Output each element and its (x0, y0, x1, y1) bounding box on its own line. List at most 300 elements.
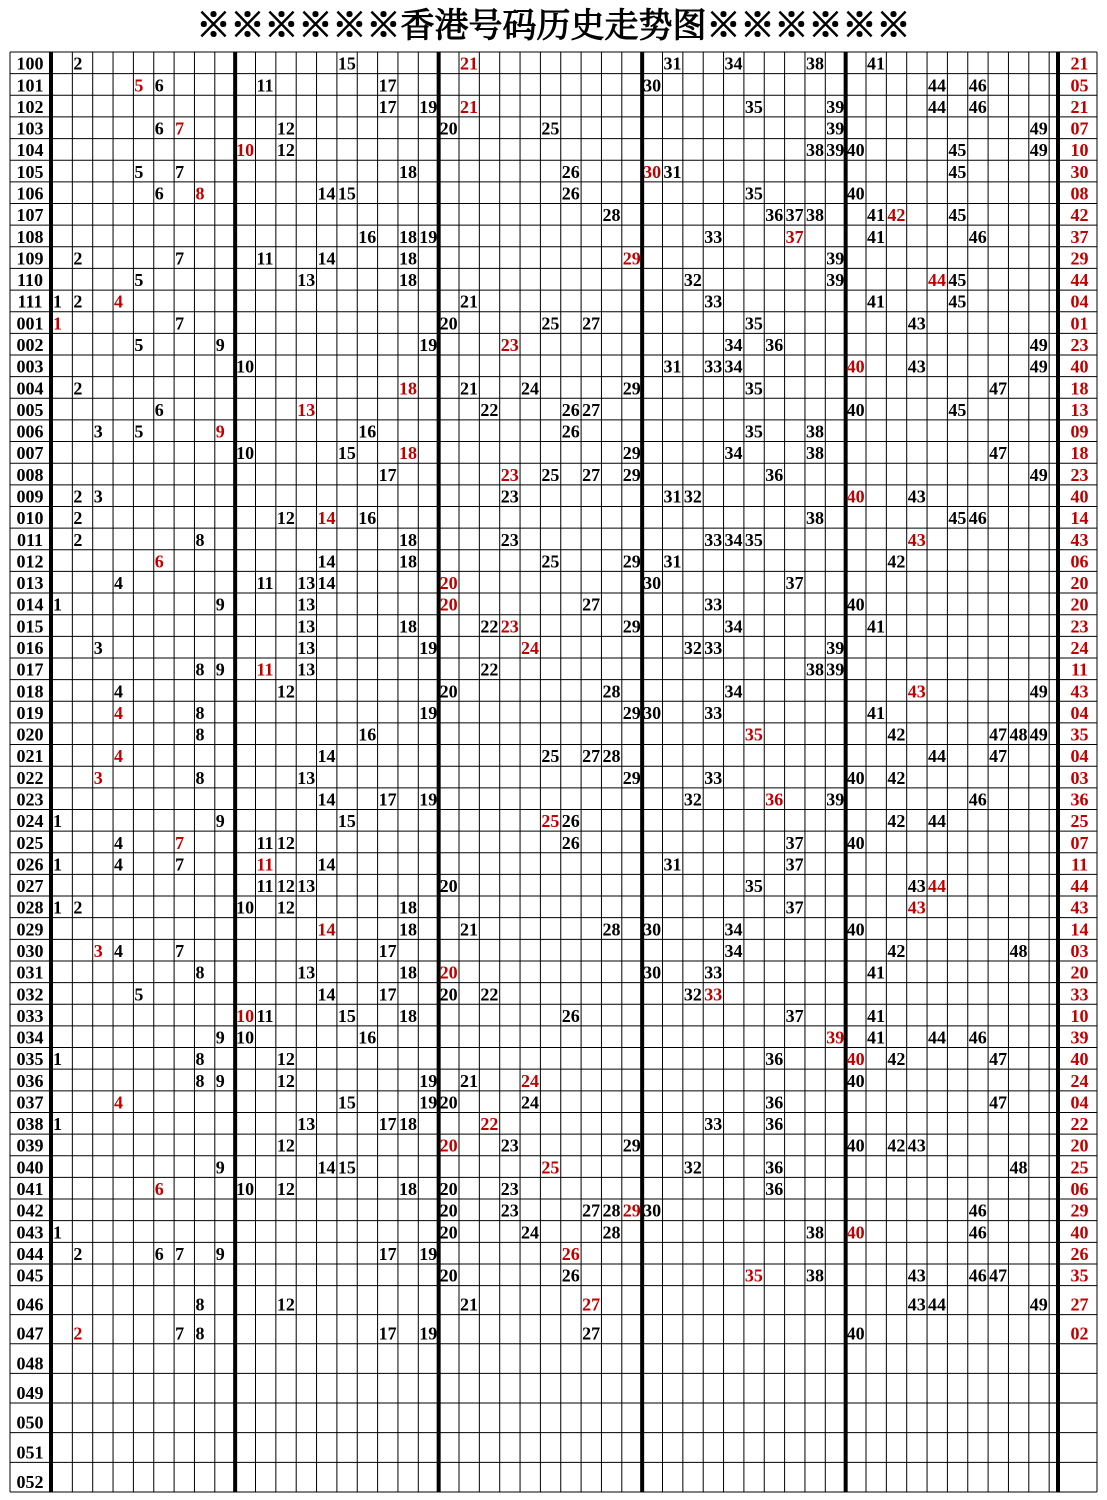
period-label: 025 (16, 832, 44, 853)
drawn-number: 13 (297, 876, 316, 897)
drawn-number: 20 (439, 313, 458, 334)
table-row (17, 54, 1089, 74)
drawn-number: 44 (928, 1294, 947, 1315)
drawn-number: 45 (948, 270, 967, 291)
drawn-number: 34 (724, 356, 743, 377)
drawn-number: 20 (439, 1222, 458, 1243)
drawn-number: 33 (704, 767, 723, 788)
drawn-number: 44 (928, 746, 947, 767)
drawn-number: 38 (805, 53, 824, 74)
drawn-number: 37 (785, 854, 804, 875)
drawn-number: 39 (826, 96, 845, 117)
drawn-number: 40 (846, 1070, 865, 1091)
drawn-number: 7 (175, 161, 185, 182)
drawn-number: 30 (643, 573, 662, 594)
drawn-number: 36 (765, 1092, 784, 1113)
table-row (17, 140, 1089, 160)
drawn-number: 33 (704, 226, 723, 247)
special-number: 4 (114, 702, 124, 723)
drawn-number: 10 (236, 1179, 255, 1200)
special-number: 23 (500, 616, 519, 637)
special-number-column: 33 (1070, 984, 1089, 1005)
special-number-column: 29 (1070, 1200, 1089, 1221)
table-row (17, 183, 1089, 203)
period-label: 022 (16, 767, 44, 788)
drawn-number: 39 (826, 270, 845, 291)
special-number-column: 02 (1070, 1323, 1089, 1344)
drawn-number: 27 (582, 1200, 601, 1221)
drawn-number: 18 (398, 962, 417, 983)
table-row (17, 1295, 1089, 1315)
drawn-number: 40 (846, 140, 865, 161)
drawn-number: 20 (439, 876, 458, 897)
period-label: 017 (16, 659, 44, 680)
special-number: 44 (928, 270, 947, 291)
special-number-column: 42 (1070, 205, 1089, 226)
special-number-column: 23 (1070, 464, 1089, 485)
drawn-number: 34 (724, 334, 743, 355)
drawn-number: 2 (73, 378, 83, 399)
special-number-column: 04 (1070, 1092, 1089, 1113)
drawn-number: 24 (521, 1222, 540, 1243)
drawn-number: 7 (175, 313, 185, 334)
table-row (17, 119, 1089, 139)
drawn-number: 46 (968, 1027, 987, 1048)
drawn-number: 42 (887, 724, 906, 745)
table-row (17, 422, 1089, 442)
drawn-number: 46 (968, 789, 987, 810)
drawn-number: 35 (744, 378, 763, 399)
special-number: 40 (846, 1049, 865, 1070)
drawn-number: 39 (826, 248, 845, 269)
drawn-number: 40 (846, 1323, 865, 1344)
drawn-number: 12 (276, 832, 295, 853)
drawn-number: 41 (867, 53, 885, 74)
table-row (17, 963, 1089, 983)
drawn-number: 36 (765, 1179, 784, 1200)
drawn-number: 28 (602, 919, 621, 940)
drawn-number: 27 (582, 313, 601, 334)
drawn-number: 29 (622, 464, 641, 485)
special-number: 30 (643, 161, 662, 182)
drawn-number: 44 (928, 75, 947, 96)
special-number: 25 (541, 811, 560, 832)
table-row (17, 400, 1089, 420)
drawn-number: 27 (582, 594, 601, 615)
drawn-number: 9 (215, 1157, 225, 1178)
drawn-number: 8 (195, 1323, 205, 1344)
drawn-number: 31 (663, 551, 682, 572)
drawn-number: 16 (358, 724, 377, 745)
drawn-number: 21 (460, 1070, 478, 1091)
special-number: 27 (582, 1294, 601, 1315)
drawn-number: 18 (398, 270, 417, 291)
drawn-number: 39 (826, 659, 845, 680)
drawn-number: 8 (195, 659, 205, 680)
drawn-number: 38 (805, 443, 824, 464)
period-label: 012 (16, 551, 44, 572)
table-row (17, 919, 1089, 939)
drawn-number: 17 (378, 1323, 397, 1344)
period-label: 016 (16, 637, 44, 658)
drawn-number: 38 (805, 140, 824, 161)
drawn-number: 34 (724, 443, 743, 464)
special-number-column: 40 (1070, 356, 1089, 377)
drawn-number: 46 (968, 75, 987, 96)
table-row (17, 1071, 1089, 1091)
drawn-number: 40 (846, 594, 865, 615)
period-label: 048 (16, 1353, 44, 1374)
special-number: 18 (398, 443, 417, 464)
drawn-number: 12 (276, 1179, 295, 1200)
period-label: 011 (16, 529, 44, 550)
drawn-number: 34 (724, 919, 743, 940)
period-label: 005 (16, 399, 44, 420)
period-label: 050 (16, 1412, 44, 1433)
period-label: 014 (16, 594, 44, 615)
period-label: 018 (16, 681, 44, 702)
drawn-number: 2 (73, 529, 83, 550)
special-number: 26 (561, 1243, 580, 1264)
table-row (17, 703, 1089, 723)
drawn-number: 43 (907, 1294, 926, 1315)
drawn-number: 8 (195, 1294, 205, 1315)
drawn-number: 45 (948, 161, 967, 182)
special-number-column: 22 (1070, 1114, 1089, 1135)
drawn-number: 5 (134, 270, 144, 291)
drawn-number: 45 (948, 291, 967, 312)
drawn-number: 20 (439, 1179, 458, 1200)
drawn-number: 30 (643, 1200, 662, 1221)
drawn-number: 33 (704, 529, 723, 550)
drawn-number: 11 (256, 75, 274, 96)
drawn-number: 47 (989, 1092, 1008, 1113)
drawn-number: 18 (398, 529, 417, 550)
special-number: 7 (175, 118, 185, 139)
table-row (17, 1324, 1089, 1344)
drawn-number: 22 (480, 659, 499, 680)
drawn-number: 32 (683, 984, 702, 1005)
drawn-number: 12 (276, 118, 295, 139)
drawn-number: 29 (622, 767, 641, 788)
drawn-number: 39 (826, 140, 845, 161)
drawn-number: 7 (175, 940, 185, 961)
period-label: 023 (16, 789, 44, 810)
special-number-column: 14 (1070, 919, 1089, 940)
drawn-number: 12 (276, 140, 295, 161)
drawn-number: 43 (907, 1135, 926, 1156)
drawn-number: 41 (867, 205, 885, 226)
table-row (17, 573, 1089, 593)
special-number: 43 (907, 529, 926, 550)
drawn-number: 17 (378, 984, 397, 1005)
period-label: 049 (16, 1383, 44, 1404)
drawn-number: 32 (683, 637, 702, 658)
period-label: 020 (16, 724, 44, 745)
drawn-number: 16 (358, 226, 377, 247)
table-row (17, 1092, 1089, 1112)
drawn-number: 16 (358, 421, 377, 442)
special-number: 4 (114, 291, 124, 312)
drawn-number: 14 (317, 573, 336, 594)
table-row (17, 508, 1089, 528)
drawn-number: 11 (256, 1005, 274, 1026)
drawn-number: 5 (134, 334, 144, 355)
drawn-number: 18 (398, 1114, 417, 1135)
drawn-number: 49 (1029, 140, 1048, 161)
drawn-number: 46 (968, 1265, 987, 1286)
special-number: 10 (236, 1005, 255, 1026)
special-number-column: 06 (1070, 551, 1089, 572)
drawn-number: 35 (744, 183, 763, 204)
drawn-number: 19 (419, 637, 438, 658)
drawn-number: 13 (297, 573, 316, 594)
drawn-number: 19 (419, 226, 438, 247)
drawn-number: 18 (398, 248, 417, 269)
period-label: 039 (16, 1135, 44, 1156)
drawn-number: 22 (480, 399, 499, 420)
drawn-number: 31 (663, 854, 682, 875)
drawn-number: 25 (541, 464, 560, 485)
drawn-number: 14 (317, 183, 336, 204)
drawn-number: 35 (744, 876, 763, 897)
drawn-number: 42 (887, 1135, 906, 1156)
drawn-number: 18 (398, 226, 417, 247)
table-row (17, 1006, 1089, 1026)
drawn-number: 37 (785, 205, 804, 226)
special-number: 23 (500, 464, 519, 485)
drawn-number: 8 (195, 529, 205, 550)
special-number: 24 (521, 1070, 540, 1091)
special-number-column: 23 (1070, 334, 1089, 355)
special-number: 7 (175, 832, 185, 853)
special-number-column: 06 (1070, 1179, 1089, 1200)
drawn-number: 13 (297, 616, 316, 637)
period-label: 107 (16, 205, 44, 226)
special-number-column: 20 (1070, 594, 1089, 615)
drawn-number: 40 (846, 1135, 865, 1156)
drawn-number: 19 (419, 1092, 438, 1113)
drawn-number: 47 (989, 724, 1008, 745)
table-row (17, 530, 1089, 550)
drawn-number: 25 (541, 551, 560, 572)
drawn-number: 4 (114, 832, 124, 853)
special-number: 20 (439, 594, 458, 615)
drawn-number: 6 (154, 118, 164, 139)
special-number: 5 (134, 75, 144, 96)
drawn-number: 41 (867, 226, 885, 247)
special-number-column: 03 (1070, 767, 1089, 788)
period-label: 032 (16, 984, 44, 1005)
drawn-number: 2 (73, 897, 83, 918)
special-number-column: 11 (1070, 854, 1089, 875)
period-label: 001 (16, 313, 44, 334)
period-label: 052 (16, 1472, 44, 1492)
special-number-column: 20 (1070, 962, 1089, 983)
drawn-number: 26 (561, 832, 580, 853)
drawn-number: 29 (622, 1135, 641, 1156)
drawn-number: 15 (337, 53, 356, 74)
drawn-number: 6 (154, 75, 164, 96)
special-number-column: 09 (1070, 421, 1089, 442)
drawn-number: 40 (846, 832, 865, 853)
period-label: 106 (16, 183, 44, 204)
drawn-number: 23 (500, 1200, 519, 1221)
drawn-number: 47 (989, 443, 1008, 464)
special-number-column: 43 (1070, 681, 1089, 702)
drawn-number: 29 (622, 551, 641, 572)
drawn-number: 19 (419, 96, 438, 117)
drawn-number: 21 (460, 378, 478, 399)
drawn-number: 13 (297, 1114, 316, 1135)
special-number-column: 21 (1070, 96, 1089, 117)
drawn-number: 34 (724, 681, 743, 702)
drawn-number: 12 (276, 1294, 295, 1315)
drawn-number: 6 (154, 399, 164, 420)
drawn-number: 44 (928, 1027, 947, 1048)
drawn-number: 26 (561, 1265, 580, 1286)
table-row (17, 616, 1089, 636)
drawn-number: 12 (276, 876, 295, 897)
special-number: 39 (826, 1027, 845, 1048)
drawn-number: 44 (928, 96, 947, 117)
period-label: 042 (16, 1200, 44, 1221)
drawn-number: 26 (561, 811, 580, 832)
drawn-number: 32 (683, 789, 702, 810)
special-number: 8 (195, 183, 205, 204)
drawn-number: 18 (398, 161, 417, 182)
drawn-number: 1 (53, 291, 62, 312)
drawn-number: 8 (195, 724, 205, 745)
drawn-number: 26 (561, 421, 580, 442)
table-row (17, 162, 1089, 182)
drawn-number: 22 (480, 616, 499, 637)
drawn-number: 3 (93, 486, 103, 507)
drawn-number: 6 (154, 1243, 164, 1264)
drawn-number: 49 (1029, 464, 1048, 485)
drawn-number: 34 (724, 53, 743, 74)
special-number: 20 (439, 962, 458, 983)
special-number: 42 (887, 205, 906, 226)
special-number-column: 10 (1070, 140, 1089, 161)
special-number: 29 (622, 1200, 641, 1221)
special-number: 14 (317, 919, 336, 940)
drawn-number: 37 (785, 897, 804, 918)
drawn-number: 12 (276, 1135, 295, 1156)
drawn-number: 19 (419, 1323, 438, 1344)
table-row (17, 443, 1089, 463)
drawn-number: 1 (53, 811, 62, 832)
table-row (17, 595, 1089, 615)
special-number-column: 18 (1070, 443, 1089, 464)
special-number-column: 20 (1070, 1135, 1089, 1156)
drawn-number: 18 (398, 897, 417, 918)
drawn-number: 48 (1009, 940, 1028, 961)
table-row (17, 789, 1089, 809)
drawn-number: 49 (1029, 724, 1048, 745)
drawn-number: 17 (378, 1114, 397, 1135)
drawn-number: 33 (704, 962, 723, 983)
special-number-column: 04 (1070, 291, 1089, 312)
special-number: 40 (846, 486, 865, 507)
drawn-number: 46 (968, 96, 987, 117)
period-label: 105 (16, 161, 44, 182)
drawn-number: 2 (73, 248, 83, 269)
special-number-column: 40 (1070, 1222, 1089, 1243)
drawn-number: 15 (337, 183, 356, 204)
drawn-number: 29 (622, 702, 641, 723)
drawn-number: 29 (622, 616, 641, 637)
drawn-number: 41 (867, 1027, 885, 1048)
drawn-number: 43 (907, 876, 926, 897)
drawn-number: 8 (195, 962, 205, 983)
drawn-number: 31 (663, 356, 682, 377)
special-number: 43 (907, 681, 926, 702)
drawn-number: 36 (765, 334, 784, 355)
drawn-number: 4 (114, 940, 124, 961)
special-number-column: 25 (1070, 811, 1089, 832)
period-label: 009 (16, 486, 44, 507)
drawn-number: 2 (73, 508, 83, 529)
drawn-number: 38 (805, 205, 824, 226)
drawn-number: 41 (867, 962, 885, 983)
drawn-number: 3 (93, 637, 103, 658)
drawn-number: 14 (317, 984, 336, 1005)
drawn-number: 7 (175, 1243, 185, 1264)
table-row (17, 248, 1089, 268)
drawn-number: 41 (867, 1005, 885, 1026)
drawn-number: 8 (195, 702, 205, 723)
special-number-column: 27 (1070, 1294, 1089, 1315)
drawn-number: 37 (785, 1005, 804, 1026)
drawn-number: 45 (948, 399, 967, 420)
drawn-number: 10 (236, 897, 255, 918)
drawn-number: 13 (297, 594, 316, 615)
period-label: 033 (16, 1005, 44, 1026)
table-row (17, 227, 1089, 247)
special-number-column: 10 (1070, 1005, 1089, 1026)
special-number: 20 (439, 573, 458, 594)
drawn-number: 33 (704, 291, 723, 312)
special-number-column: 39 (1070, 1027, 1089, 1048)
drawn-number: 38 (805, 421, 824, 442)
period-label: 110 (16, 270, 44, 291)
drawn-number: 38 (805, 659, 824, 680)
drawn-number: 40 (846, 767, 865, 788)
table-row (17, 486, 1089, 506)
drawn-number: 26 (561, 399, 580, 420)
table-row (17, 725, 1089, 745)
drawn-number: 18 (398, 551, 417, 572)
drawn-number: 15 (337, 443, 356, 464)
drawn-number: 18 (398, 616, 417, 637)
drawn-number: 14 (317, 789, 336, 810)
drawn-number: 44 (928, 811, 947, 832)
drawn-number: 30 (643, 919, 662, 940)
special-number-column: 44 (1070, 270, 1089, 291)
drawn-number: 14 (317, 1157, 336, 1178)
grid-lines (10, 52, 1097, 1492)
drawn-number: 36 (765, 1049, 784, 1070)
drawn-number: 33 (704, 1114, 723, 1135)
drawn-number: 15 (337, 811, 356, 832)
drawn-number: 38 (805, 1265, 824, 1286)
drawn-number: 17 (378, 464, 397, 485)
drawn-number: 2 (73, 1243, 83, 1264)
drawn-number: 13 (297, 962, 316, 983)
drawn-number: 16 (358, 1027, 377, 1048)
drawn-number: 9 (215, 1027, 225, 1048)
